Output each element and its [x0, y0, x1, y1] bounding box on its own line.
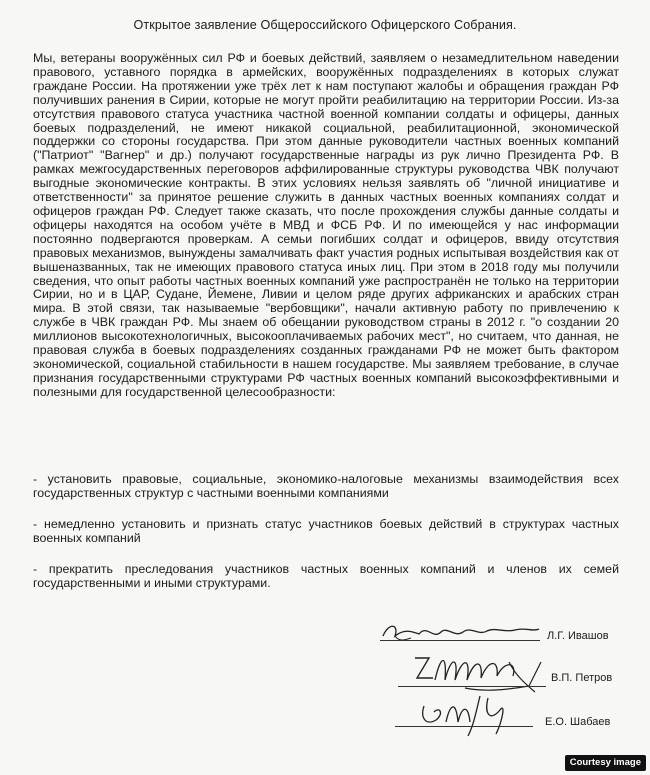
signature-line	[398, 686, 546, 687]
signature-line	[395, 726, 533, 727]
statement-body: Мы, ветераны вооружённых сил РФ и боевых действий, заявляем о незамедлительном наведении правового, уставного порядка в армейских, вооружённых подразделениях в которых служат граждане России. На протяжении уже трёх лет к нам поступают жалобы и обращения граждан РФ получивших ранения в Сирии, которые не могут пройти реабилитацию на территории России. Из-за отсутствия правового статуса участника частной военной компании солдаты и офицеры, данных боевых подразделений, не имеют никакой социальной, реабилитационной, экономической поддержки со стороны государства. При этом данные руководители частных военных компаний ("Патриот" "Вагнер" и др.) получают государственные награды из рук лично Президента РФ. В рамках межгосударственных переговоров аффилированные структуры руководства ЧВК получают выгодные экономические контракты. В этих условиях нельзя заявлять об "личной инициативе и ответственности" за принятое решение служить в данных частных военных компаниях солдат и офицеров граждан РФ. Следует также сказать, что после прохождения службы данные солдаты и офицеры находятся на особом учёте в МВД и ФСБ РФ. И по имеющейся у нас информации постоянно подвергаются проверкам. А семьи погибших солдат и офицеров, ввиду отсутствия правовых механизмов, вынуждены замалчивать факт участия родных испытывая воздействия как от вышеназванных, так не имеющих правового статуса иных лиц. При этом в 2018 году мы получили сведения, что опыт работы частных военных компаний уже распространён не только на территории Сирии, но и в ЦАР, Судане, Йемене, Ливии и целом ряде других африканских и арабских стран мира. В этой связи, так называемые "вербовщики", начали активную работу по привлечению к службе в ЧВК граждан РФ. Мы знаем об обещании руководством страны в 2012 г. "о создании 20 миллионов высокотехнологичных, высокооплачиваемых рабочих мест", но считаем, что данная, не правовая служба в боевых подразделениях созданных гражданами РФ не может быть фактором экономической, социальной стабильности в нашем государстве. Мы заявляем требование, в случае признания государственными структурами РФ частных военных компаний высокоэффективными и полезными для государственной целесообразности:	[33, 51, 619, 399]
handwritten-signature-petrov	[405, 648, 555, 696]
demand-item-3: - прекратить преследования участников частных военных компаний и членов их семей государственными и иными структурами.	[33, 562, 619, 590]
signatory-name-ivashov: Л.Г. Ивашов	[547, 630, 609, 642]
demand-item-1: - установить правовые, социальные, экономико-налоговые механизмы взаимодействия всех государственных структур с частными военными компаниями	[33, 472, 619, 500]
document-title: Открытое заявление Общероссийского Офицерского Собрания.	[133, 18, 517, 32]
courtesy-badge: Courtesy image	[565, 755, 646, 771]
handwritten-signature-shabaev	[410, 692, 540, 738]
signatory-name-petrov: В.П. Петров	[551, 672, 613, 684]
signatory-name-shabaev: Е.О. Шабаев	[545, 716, 611, 728]
demand-item-2: - немедленно установить и признать статус участников боевых действий в структурах частных военных компаний	[33, 517, 619, 545]
signature-row-petrov	[0, 648, 650, 698]
signature-line	[380, 640, 540, 641]
signature-row-shabaev	[0, 692, 650, 742]
